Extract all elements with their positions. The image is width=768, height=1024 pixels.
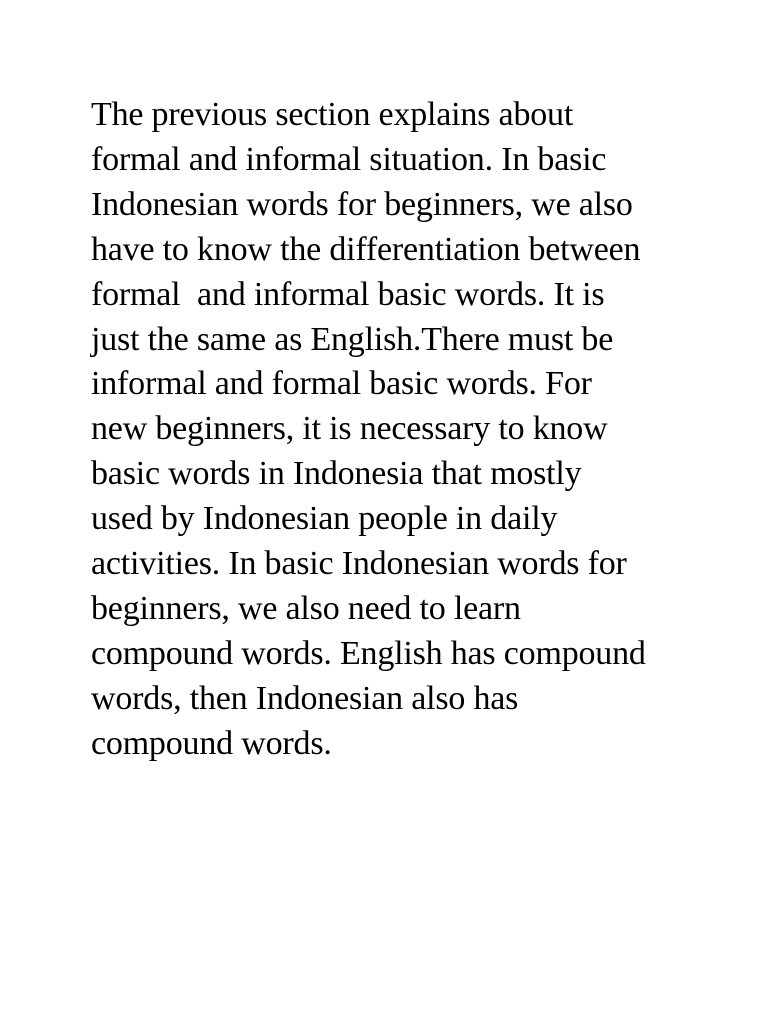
paragraph-line: have to know the differentiation between (91, 230, 641, 268)
paragraph-line: words, then Indonesian also has (91, 679, 519, 717)
paragraph-line: just the same as English.There must be (91, 320, 614, 358)
paragraph-line: formal and informal situation. In basic (91, 140, 607, 178)
paragraph-line: beginners, we also need to learn (91, 589, 521, 627)
paragraph-line: basic words in Indonesia that mostly (91, 455, 582, 493)
paragraph-line: used by Indonesian people in daily (91, 500, 558, 538)
paragraph-line: activities. In basic Indonesian words for (91, 545, 627, 583)
paragraph-line: informal and formal basic words. For (91, 365, 592, 403)
paragraph-line: compound words. English has compound (91, 634, 646, 672)
body-paragraph (91, 93, 691, 767)
paragraph-line: compound words. (91, 724, 332, 762)
paragraph-line: formal and informal basic words. It is (91, 275, 605, 313)
paragraph-line: Indonesian words for beginners, we also (91, 185, 633, 223)
paragraph-line: The previous section explains about (91, 96, 574, 133)
paragraph-line: new beginners, it is necessary to know (91, 410, 608, 448)
